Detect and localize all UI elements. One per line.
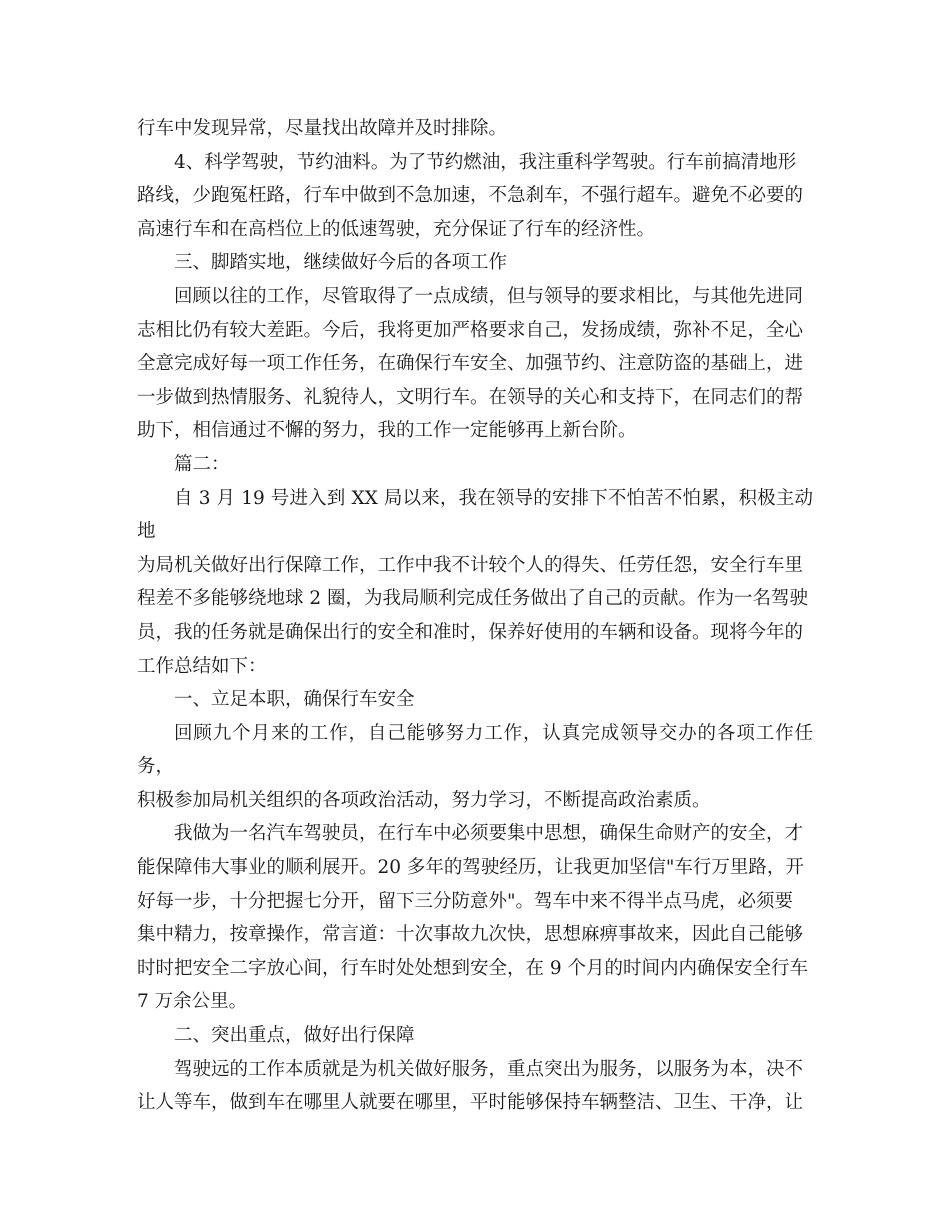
paragraph-line-p-nine-months-1: 积极参加局机关组织的各项政治活动，努力学习，不断提高政治素质。 (137, 789, 711, 811)
paragraph-line-p-review-3: 一步做到热情服务、礼貌待人，文明行车。在领导的关心和支持下，在同志们的帮 (137, 386, 804, 408)
paragraph-line-p-continued-0: 行车中发现异常，尽量找出故障并及时排除。 (137, 118, 508, 139)
paragraph-line-p-intro-2: 程差不多能够绕地球 2 圈，为我局顺利完成任务做出了自己的贡献。作为一名驾驶 (137, 588, 809, 610)
paragraph-line-p-nine-months-0: 回顾九个月来的工作，自己能够努力工作，认真完成领导交办的各项工作任务， (137, 722, 813, 778)
paragraph-line-p-driver-0: 我做为一名汽车驾驶员，在行车中必须要集中思想，确保生命财产的安全，才 (174, 823, 804, 845)
paragraph-line-p-driver-5: 7 万余公里。 (137, 991, 248, 1013)
paragraph-line-p-intro-3: 员，我的任务就是确保出行的安全和准时，保养好使用的车辆和设备。现将今年的 (137, 621, 804, 643)
paragraph-line-p-service-0: 驾驶远的工作本质就是为机关做好服务，重点突出为服务，以服务为本，决不 (174, 1058, 804, 1080)
paragraph-line-p-4-2: 高速行车和在高档位上的低速驾驶，充分保证了行车的经济性。 (137, 218, 656, 240)
section-heading-h-part2-0: 篇二： (174, 453, 230, 475)
section-heading-h-1-0: 一、立足本职，确保行车安全 (174, 689, 415, 711)
paragraph-line-p-intro-0: 自 3 月 19 号进入到 XX 局以来，我在领导的安排下不怕苦不怕累，积极主动地 (137, 487, 813, 543)
paragraph-line-p-service-1: 让人等车，做到车在哪里人就要在哪里，平时能够保持车辆整洁、卫生、干净，让 (137, 1092, 804, 1114)
paragraph-line-p-driver-1: 能保障伟大事业的顺利展开。20 多年的驾驶经历，让我更加坚信"车行万里路，开 (137, 857, 804, 879)
paragraph-line-p-review-1: 志相比仍有较大差距。今后，我将更加严格要求自己，发扬成绩，弥补不足，全心 (137, 319, 804, 341)
paragraph-line-p-4-1: 路线，少跑冤枉路，行车中做到不急加速，不急刹车，不强行超车。避免不必要的 (137, 185, 804, 207)
paragraph-line-p-driver-4: 时时把安全二字放心间，行车时处处想到安全，在 9 个月的时间内内确保安全行车 (137, 957, 809, 979)
paragraph-line-p-review-0: 回顾以往的工作，尽管取得了一点成绩，但与领导的要求相比，与其他先进同 (174, 285, 804, 307)
paragraph-line-p-driver-2: 好每一步，十分把握七分开，留下三分防意外"。驾车中来不得半点马虎，必须要 (137, 890, 794, 912)
document-body (137, 112, 813, 1120)
section-heading-h-2-0: 二、突出重点，做好出行保障 (174, 1025, 415, 1047)
paragraph-line-p-review-4: 助下，相信通过不懈的努力，我的工作一定能够再上新台阶。 (137, 420, 637, 442)
paragraph-line-p-intro-1: 为局机关做好出行保障工作，工作中我不计较个人的得失、任劳任怨，安全行车里 (137, 554, 804, 576)
paragraph-line-p-driver-3: 集中精力，按章操作，常言道：十次事故九次快，思想麻痹事故来，因此自己能够 (137, 924, 804, 946)
paragraph-line-p-intro-4: 工作总结如下： (137, 655, 267, 677)
section-heading-h-3-0: 三、脚踏实地，继续做好今后的各项工作 (174, 252, 508, 274)
paragraph-line-p-review-2: 全意完成好每一项工作任务，在确保行车安全、加强节约、注意防盗的基础上，进 (137, 353, 804, 375)
paragraph-line-p-4-0: 4、科学驾驶，节约油料。为了节约燃油，我注重科学驾驶。行车前搞清地形 (174, 151, 797, 173)
